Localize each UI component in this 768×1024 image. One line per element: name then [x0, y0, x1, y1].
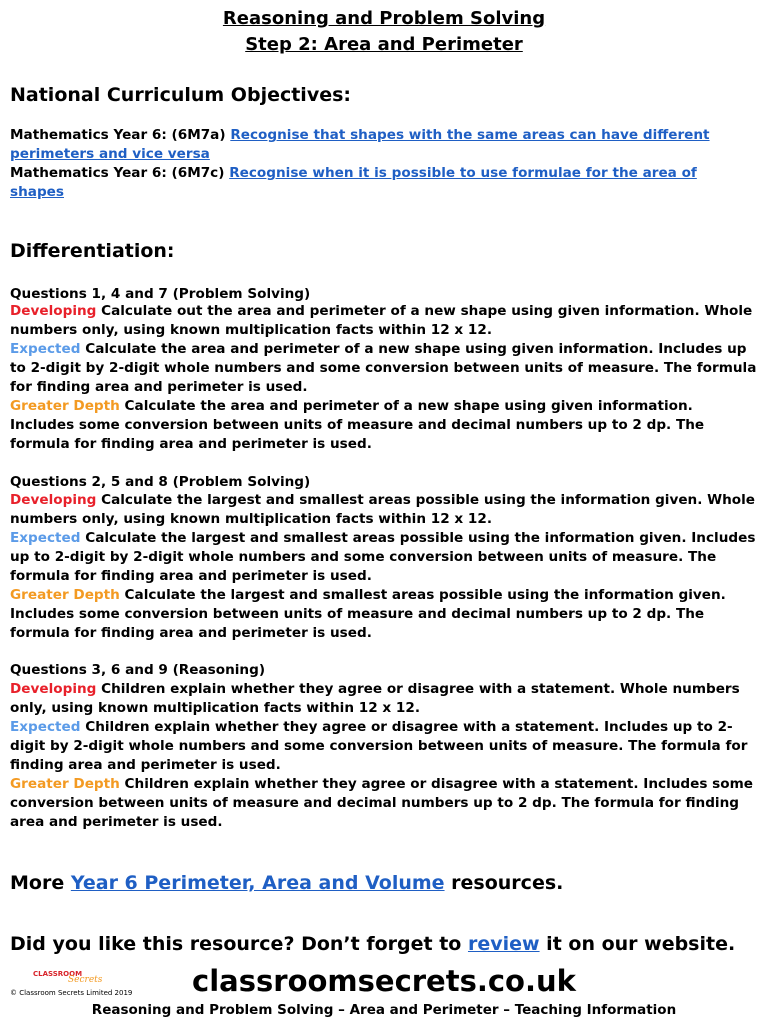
review-link[interactable]: review [467, 933, 540, 955]
greater-depth-label: Greater Depth [10, 776, 120, 792]
developing-label: Developing [10, 492, 97, 508]
expected-text [10, 529, 758, 586]
more-suffix: resources. [444, 872, 564, 894]
objective-prefix: Mathematics Year 6: (6M7c) [10, 165, 230, 181]
developing-text [10, 491, 758, 529]
developing-label: Developing [10, 681, 97, 697]
developing-desc: Children explain whether they agree or disagree with a statement. Whole numbers only, using known multiplication facts within 12 x 12. [10, 681, 740, 716]
developing-text [10, 302, 758, 340]
more-resources [10, 872, 563, 894]
expected-text [10, 718, 758, 775]
svg-text:Secrets: Secrets [68, 975, 103, 985]
developing-desc: Calculate the largest and smallest areas possible using the information given. Whole numbers only, using known multiplication facts within 12 x 12. [10, 492, 756, 527]
expected-desc: Calculate the largest and smallest areas possible using the information given. Includes up to 2-digit by 2-digit whole numbers and some conversion between units of measure. The formula for finding area and perimeter is used. [10, 530, 756, 584]
question-group-title: Questions 2, 5 and 8 (Problem Solving) [10, 474, 311, 490]
expected-label: Expected [10, 530, 81, 546]
objective-link-6m7c[interactable]: Recognise when it is possible to use formulae for the area of shapes [10, 165, 697, 200]
page-footer: Reasoning and Problem Solving – Area and Perimeter – Teaching Information [91, 1002, 677, 1018]
greater-depth-desc: Calculate the largest and smallest areas possible using the information given. Includes some conversion between units of measure and decimal numbers up to 2 dp. The formula for finding area and perimeter is used. [10, 587, 726, 641]
greater-depth-label: Greater Depth [10, 587, 120, 603]
greater-depth-text [10, 586, 758, 643]
copyright-text: © Classroom Secrets Limited 2019 [10, 989, 133, 997]
greater-depth-label: Greater Depth [10, 398, 120, 414]
developing-label: Developing [10, 303, 97, 319]
page-title: Reasoning and Problem Solving [222, 8, 546, 29]
review-prompt [10, 933, 735, 955]
more-resources-link[interactable]: Year 6 Perimeter, Area and Volume [70, 872, 445, 894]
expected-label: Expected [10, 341, 81, 357]
differentiation-heading: Differentiation: [10, 240, 175, 262]
more-prefix: More [10, 872, 71, 894]
expected-text [10, 340, 758, 397]
developing-text [10, 680, 758, 718]
objective-prefix: Mathematics Year 6: (6M7a) [10, 127, 231, 143]
objective-6m7c [10, 164, 755, 202]
greater-depth-text [10, 775, 758, 832]
svg-text:CLASSROOM: CLASSROOM [33, 970, 83, 978]
objective-link-6m7a[interactable]: Recognise that shapes with the same areas can have different perimeters and vice versa [10, 127, 710, 162]
expected-desc: Children explain whether they agree or disagree with a statement. Includes up to 2-digit by 2-digit whole numbers and some conversion between units of measure. The formula for finding area and perimeter is used. [10, 719, 748, 773]
page-subtitle: Step 2: Area and Perimeter [245, 34, 523, 55]
expected-label: Expected [10, 719, 81, 735]
question-group-title: Questions 1, 4 and 7 (Problem Solving) [10, 286, 311, 302]
objectives-heading: National Curriculum Objectives: [10, 84, 351, 106]
review-prefix: Did you like this resource? Don’t forget to [10, 933, 468, 955]
review-suffix: it on our website. [539, 933, 736, 955]
objective-6m7a [10, 126, 755, 164]
expected-desc: Calculate the area and perimeter of a new shape using given information. Includes up to 2-digit by 2-digit whole numbers and some conversion between units of measure. The formula for finding area and perimeter is used. [10, 341, 757, 395]
developing-desc: Calculate out the area and perimeter of a new shape using given information. Whole numbers only, using known multiplication facts within 12 x 12. [10, 303, 753, 338]
website-domain: classroomsecrets.co.uk [192, 964, 576, 998]
question-group-title: Questions 3, 6 and 9 (Reasoning) [10, 662, 266, 678]
greater-depth-desc: Calculate the area and perimeter of a new shape using given information. Includes some conversion between units of measure and decimal numbers up to 2 dp. The formula for finding area and perimeter is used. [10, 398, 705, 452]
greater-depth-desc: Children explain whether they agree or disagree with a statement. Includes some conversion between units of measure and decimal numbers up to 2 dp. The formula for finding area and perimeter is used. [10, 776, 753, 830]
greater-depth-text [10, 397, 758, 454]
